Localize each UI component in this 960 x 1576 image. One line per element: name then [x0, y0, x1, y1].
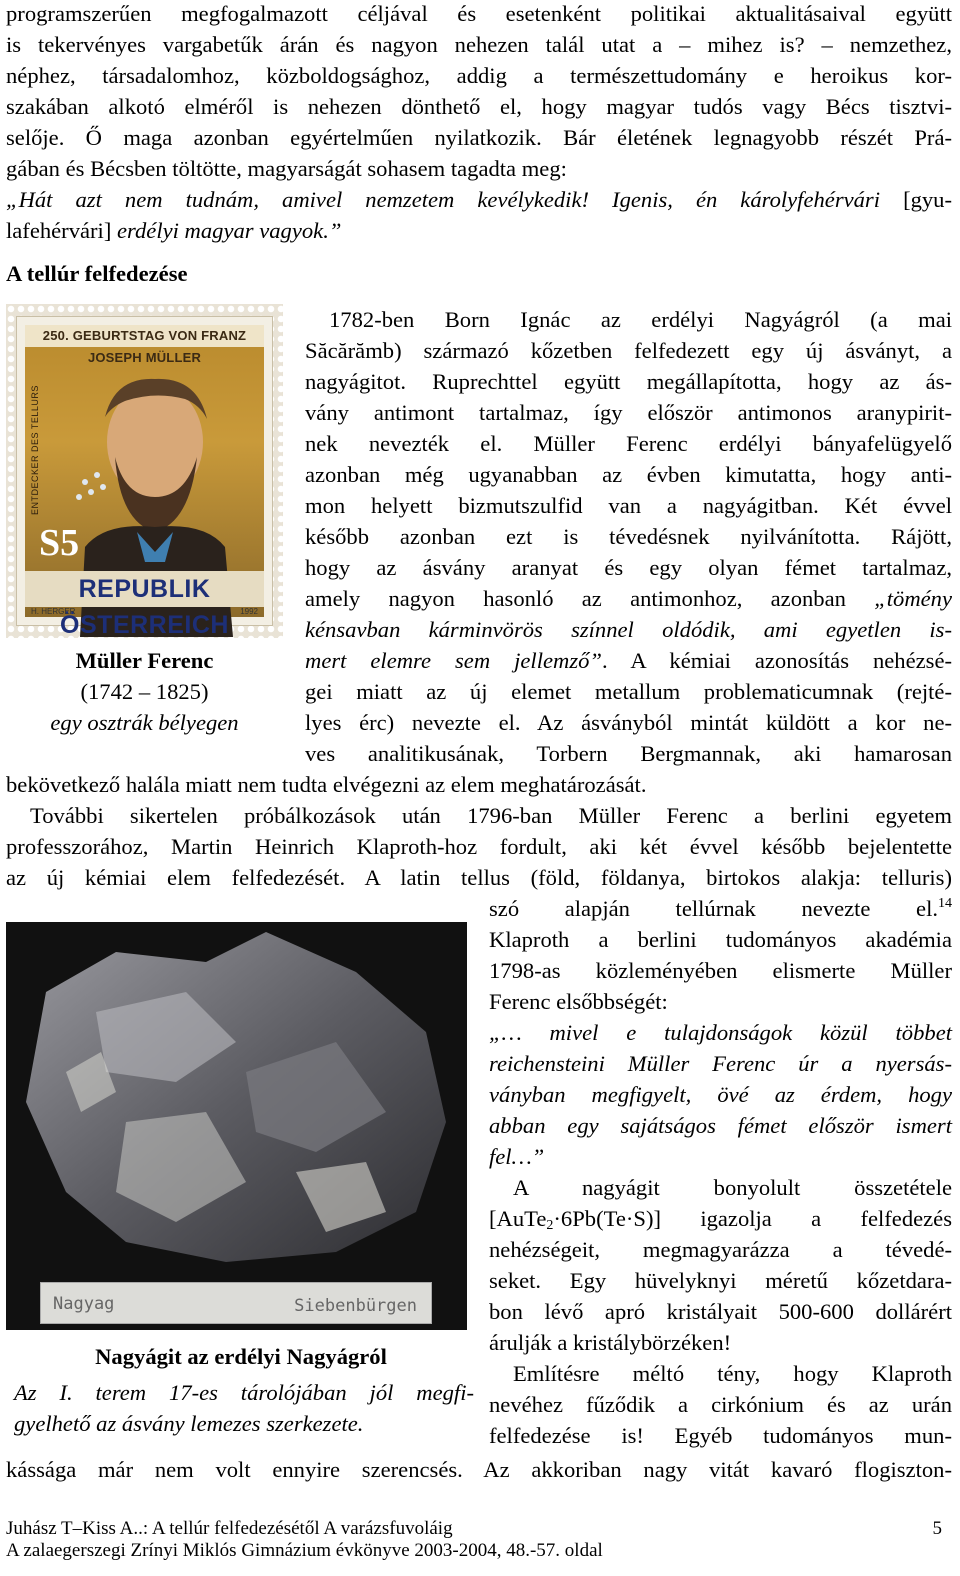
- stamp-side-text: ENTDECKER DES TELLURS: [30, 385, 40, 515]
- text-line: nehézségeit, megmagyarázza a tévedé-: [489, 1237, 952, 1262]
- text-line: az új kémiai elem felfedezését. A latin tellus (föld, földanya, birtokos alakja: telluris): [6, 865, 952, 890]
- text-line: azonban még ugyanabban az évben kimutatta, hogy anti-: [305, 462, 952, 487]
- text-line: nagyágitot. Ruprechttel együtt megállapította, hogy az ás-: [305, 369, 952, 394]
- text-line: hogy az ásvány aranyat és egy olyan fémet tartalmaz,: [305, 555, 952, 580]
- body-last-line: [6, 1454, 952, 1485]
- text-line: programszerűen megfogalmazott céljával és esetenként politikai aktualitásaival együtt: [6, 1, 952, 26]
- text-line: Săcărămb) származó kőzetben felfedezett egy új ásványt, a: [305, 338, 952, 363]
- text-line: Klaproth a berlini tudományos akadémia: [489, 927, 952, 952]
- text-line: is tekervényes vargabetűk árán és nagyon nehezen talál utat a – mihez is? – nemzethez,: [6, 32, 952, 57]
- text-line: professzorához, Martin Heinrich Klaproth-hoz fordult, aki két évvel később bejelentette: [6, 834, 952, 859]
- text-line: gában és Bécsben töltötte, magyarságát sohasem tagadta meg:: [6, 156, 567, 181]
- mineral-photo: [6, 922, 467, 1330]
- stamp-caption: [6, 645, 283, 738]
- photo-caption-text: [14, 1377, 474, 1439]
- text-line: 1782-ben Born Ignác az erdélyi Nagyágról (a mai: [329, 307, 952, 332]
- stamp-country: REPUBLIK ÖSTERREICH: [25, 571, 264, 607]
- text-line: gei miatt az új elemet metallum problematicumnak (rejté-: [305, 679, 952, 704]
- quote-text: „Hát azt nem tudnám, amivel nemzetem kevélykedik! Igenis, én károlyfehérvári: [6, 187, 881, 212]
- footer-source: A zalaegerszegi Zrínyi Miklós Gimnázium évkönyve 2003-2004, 48.-57. oldal: [6, 1540, 603, 1561]
- text-line: mert elemre sem jellemző”. A kémiai azonosítás nehézsé-: [305, 648, 952, 673]
- quote-line: [6, 184, 952, 215]
- text-line: szó alapján tellúrnak nevezte el.$^{14}$: [489, 896, 952, 921]
- stamp-top-text: 250. GEBURTSTAG VON FRANZ JOSEPH MÜLLER: [25, 325, 264, 347]
- quote-text: erdélyi magyar vagyok.”: [117, 218, 342, 243]
- text-line: néphez, társadalomhoz, közboldogsághoz, addig a természettudomány e heroikus kor-: [6, 63, 952, 88]
- label-locality: Nagyag: [53, 1294, 115, 1314]
- caption-line: Az I. terem 17-es tárolójában jól megfi-: [14, 1380, 474, 1405]
- text-line: bekövetkező halála miatt nem tudta elvégezni az elem meghatározását.: [6, 772, 647, 797]
- stamp-credit: H. HERGER 1992: [31, 607, 258, 616]
- quote-line: [6, 215, 952, 246]
- text-line: nek nevezték el. Müller Ferenc erdélyi bányafelügyelő: [305, 431, 952, 456]
- text-line: selője. Ő maga azonban egyértelműen nyilatkozik. Bár életének legnagyobb részét Prá-: [6, 125, 952, 150]
- section-title: A tellúr felfedezése: [6, 261, 188, 286]
- text-line: kássága már nem volt ennyire szerencsés. Az akkoriban nagy vitát kavaró flogiszton-: [6, 1457, 952, 1482]
- mineral-illustration: [6, 922, 467, 1330]
- right-column-paragraph: [305, 304, 952, 769]
- caption-years: (1742 – 1825): [80, 679, 209, 704]
- text-line: A nagyágit bonyolult összetétele: [513, 1175, 952, 1200]
- text-line: kénsavban kárminvörös színnel oldódik, ami egyetlen is-: [305, 617, 952, 642]
- footer-title: Juhász T–Kiss A..: A tellúr felfedezésétől A varázsfuvoláig: [6, 1518, 453, 1539]
- photo-caption: [6, 1341, 476, 1372]
- quote-bracket: lafehérvári]: [6, 218, 112, 243]
- footnote-marker: 14: [938, 896, 952, 911]
- text-line: felfedezése is! Egyéb tudományos mun-: [489, 1423, 952, 1448]
- text-line: vány antimont tartalmaz, így először antimonos aranypirit-: [305, 400, 952, 425]
- quote-line: fel…”: [489, 1144, 545, 1169]
- text-line: árulják a kristálybörzéken!: [489, 1330, 732, 1355]
- text-line: Említésre méltó tény, hogy Klaproth: [513, 1361, 952, 1386]
- quote-bracket: [gyu-: [903, 187, 953, 212]
- text-line: amely nagyon hasonló az antimonhoz, azonban „tömény: [305, 586, 952, 611]
- page-footer: [6, 1518, 946, 1562]
- intro-paragraph: [6, 0, 952, 246]
- text-line: 1798-as közleményében elismerte Müller: [489, 958, 952, 983]
- text-line: ves analitikusának, Torbern Bergmannak, aki hamarosan: [305, 741, 952, 766]
- label-region: Siebenbürgen: [294, 1296, 417, 1316]
- text-line: mon helyett bizmutszulfid van a nagyágitban. Két évvel: [305, 493, 952, 518]
- text-line: lyes érc) nevezte el. Az ásványból mintát küldött a kor ne-: [305, 710, 952, 735]
- specimen-label: [40, 1282, 432, 1324]
- caption-line: gyelhető az ásvány lemezes szerkezete.: [14, 1411, 364, 1436]
- body-paragraph: [6, 769, 952, 893]
- text-line: Ferenc elsőbbségét:: [489, 989, 668, 1014]
- text-line: bon lévő apró kristályait 500-600 dollárért: [489, 1299, 952, 1324]
- page-number: 5: [932, 1518, 942, 1539]
- quote-line: reichensteini Müller Ferenc úr a nyersás-: [489, 1051, 952, 1076]
- stamp-image: [6, 304, 283, 638]
- quote-line: abban egy sajátságos fémet először ismert: [489, 1113, 952, 1138]
- quote-line: ványban megfigyelt, övé az érdem, hogy: [489, 1082, 952, 1107]
- caption-name: Müller Ferenc: [75, 648, 214, 673]
- text-line: nevéhez fűződik a cirkónium és az urán: [489, 1392, 952, 1417]
- right-column-paragraph-2: [489, 893, 952, 1451]
- text-line: További sikertelen próbálkozások után 1796-ban Müller Ferenc a berlini egyetem: [30, 803, 952, 828]
- text-line: szakában alkotó elméről is nehezen dönthető el, hogy magyar tudós vagy Bécs tisztvi-: [6, 94, 952, 119]
- formula-line: [AuTe$_2$·6Pb(Te·S)] igazolja a felfedezés: [489, 1206, 953, 1233]
- caption-title: Nagyágit az erdélyi Nagyágról: [95, 1344, 387, 1369]
- text-line: seket. Egy hüvelyknyi méretű kőzetdara-: [489, 1268, 952, 1293]
- stamp-value: S5: [39, 522, 80, 564]
- quote-line: „… mivel e tulajdonságok közül többet: [489, 1020, 952, 1045]
- text-line: később azonban ezt is tévedésnek nyilvánította. Rájött,: [305, 524, 952, 549]
- caption-desc: egy osztrák bélyegen: [50, 710, 239, 735]
